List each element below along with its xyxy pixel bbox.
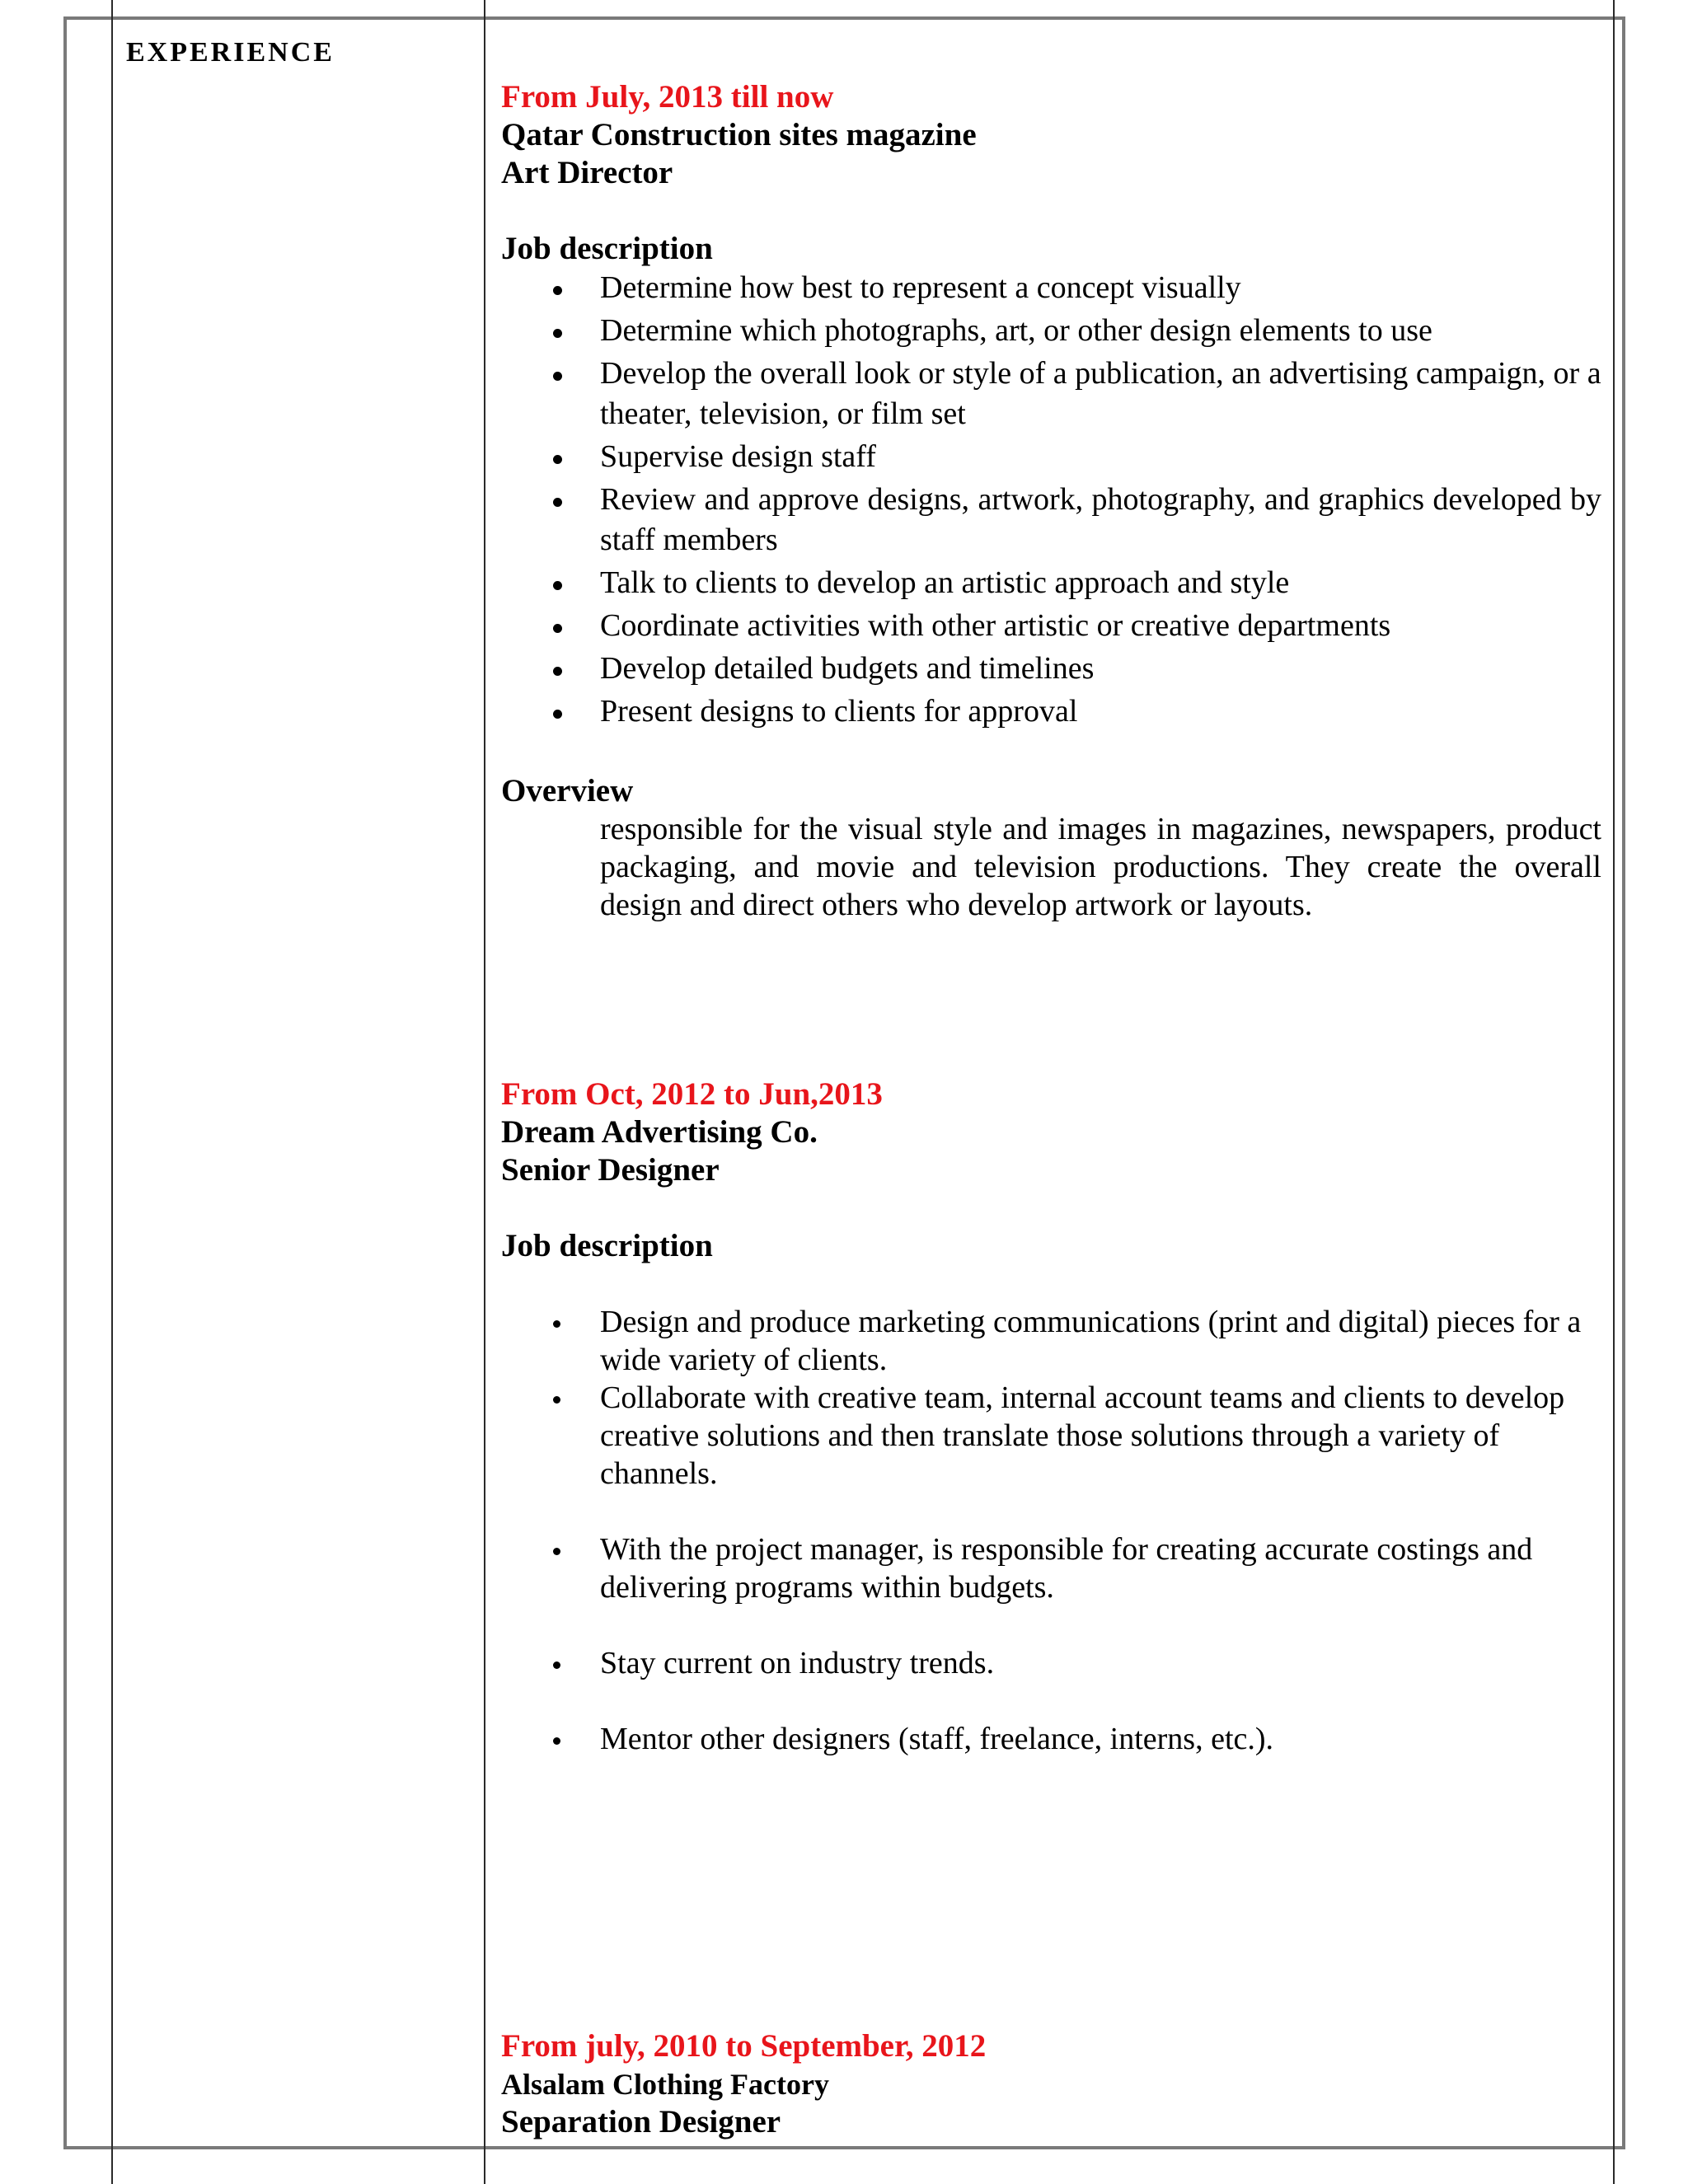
job-description-heading: Job description (501, 1228, 713, 1263)
bullet-icon (553, 1737, 560, 1745)
list-item: Review and approve designs, artwork, photography, and graphics developed by staff members (501, 480, 1601, 560)
overview-text: responsible for the visual style and images in magazines, newspapers, product packaging, and movie and television productions. They create the overall design and direct others who develop artwork or layouts. (600, 812, 1601, 922)
job-entry-3 (501, 2027, 1601, 2141)
right-margin-rule (1613, 0, 1615, 2184)
bullet-icon (553, 1320, 560, 1328)
job-role: Separation Designer (501, 2104, 781, 2139)
bullet-icon (553, 1396, 560, 1404)
job-role: Art Director (501, 155, 673, 190)
column-divider (484, 0, 485, 2184)
bullet-icon (553, 1661, 560, 1669)
job-entry-1 (501, 78, 1601, 924)
job-organization: Qatar Construction sites magazine (501, 117, 977, 152)
list-item: Determine which photographs, art, or other design elements to use (501, 311, 1601, 351)
duty-list (501, 268, 1601, 732)
overview-heading: Overview (501, 773, 634, 808)
list-item: Develop the overall look or style of a publication, an advertising campaign, or a theater, television, or film set (501, 354, 1601, 434)
bullet-icon (553, 710, 562, 719)
bullet-icon (553, 581, 562, 590)
job-role: Senior Designer (501, 1152, 720, 1188)
bullet-icon (553, 667, 562, 676)
left-margin-rule (111, 0, 113, 2184)
job-organization: Dream Advertising Co. (501, 1114, 818, 1150)
job-date: From july, 2010 to September, 2012 (501, 2028, 987, 2064)
list-item: Mentor other designers (staff, freelance, interns, etc.). (501, 1720, 1601, 1758)
bullet-icon (553, 498, 562, 507)
section-label: EXPERIENCE (126, 37, 335, 68)
list-item: Coordinate activities with other artistic or creative departments (501, 606, 1601, 646)
job-entry-2 (501, 1076, 1601, 1758)
job-date: From July, 2013 till now (501, 79, 834, 115)
bullet-icon (553, 372, 562, 381)
bullet-icon (553, 455, 562, 464)
bullet-icon (553, 329, 562, 338)
list-item: Collaborate with creative team, internal account teams and clients to develop creative solutions and then translate those solutions through a variety of channels. (501, 1379, 1601, 1493)
list-item: Stay current on industry trends. (501, 1644, 1601, 1682)
bullet-icon (553, 1548, 560, 1555)
bullet-icon (553, 624, 562, 633)
list-item: Supervise design staff (501, 437, 1601, 477)
job-description-heading: Job description (501, 231, 713, 266)
bullet-icon (553, 286, 562, 295)
job-date: From Oct, 2012 to Jun,2013 (501, 1076, 883, 1112)
list-item: Design and produce marketing communications (print and digital) pieces for a wide variety of clients. (501, 1303, 1601, 1379)
list-item: With the project manager, is responsible for creating accurate costings and delivering programs within budgets. (501, 1530, 1601, 1606)
list-item: Talk to clients to develop an artistic approach and style (501, 563, 1601, 603)
duty-list (501, 1303, 1601, 1758)
list-item: Determine how best to represent a concept visually (501, 268, 1601, 308)
list-item: Develop detailed budgets and timelines (501, 649, 1601, 689)
list-item: Present designs to clients for approval (501, 691, 1601, 732)
job-organization: Alsalam Clothing Factory (501, 2068, 829, 2101)
